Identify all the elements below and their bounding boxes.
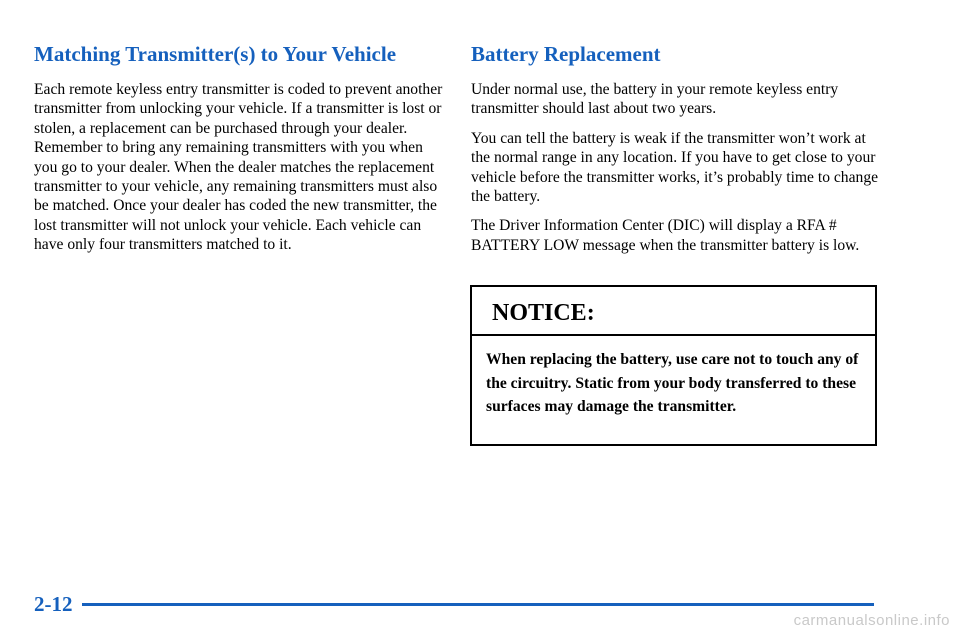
- right-column: [471, 40, 881, 265]
- battery-paragraph-2: You can tell the battery is weak if the transmitter won’t work at the normal range in any location. If you have to get close to your vehicle before the transmitter works, it’s probably time to change the battery.: [471, 129, 879, 206]
- battery-paragraph-3: The Driver Information Center (DIC) will display a RFA # BATTERY LOW message when the transmitter battery is low.: [471, 217, 860, 254]
- notice-box: [470, 285, 877, 446]
- section-heading-matching: Matching Transmitter(s) to Your Vehicle: [34, 42, 397, 66]
- watermark-link[interactable]: carmanualsonline.info: [793, 612, 950, 629]
- footer-rule: [82, 603, 874, 606]
- matching-paragraph: Each remote keyless entry transmitter is coded to prevent another transmitter from unlocking your vehicle. If a transmitter is lost or stolen, a replacement can be purchased through your dealer. Remember to bring any remaining transmitters with you when you go to your dealer. When the dealer matches the replacement transmitter to your vehicle, any remaining transmitters must also be matched. Once your dealer has coded the new transmitter, the lost transmitter will not unlock your vehicle. Each vehicle can have only four transmitters matched to it.: [34, 81, 443, 254]
- page-number: 2-12: [34, 592, 73, 616]
- notice-body: When replacing the battery, use care not to touch any of the circuitry. Static from your body transferred to these surfaces may damage the transmitter.: [486, 351, 859, 415]
- left-column: [34, 40, 444, 265]
- battery-paragraph-1: Under normal use, the battery in your remote keyless entry transmitter should last about two years.: [471, 81, 839, 118]
- notice-title: NOTICE:: [472, 287, 875, 336]
- section-heading-battery: Battery Replacement: [471, 42, 661, 66]
